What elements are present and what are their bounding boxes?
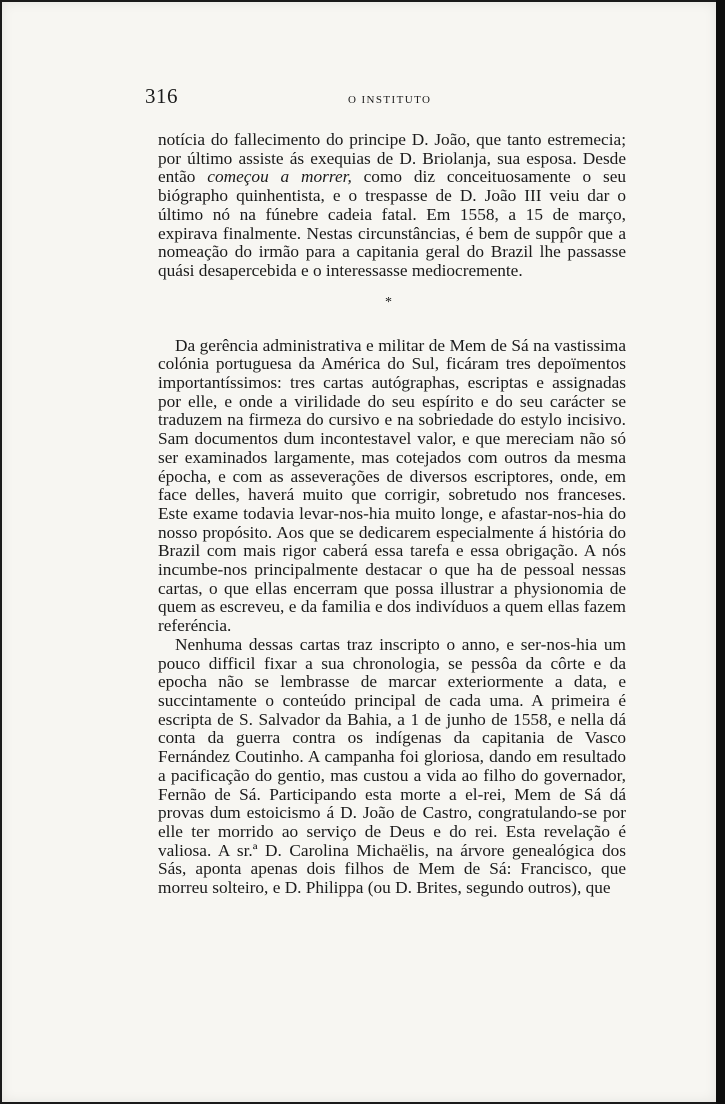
running-head: O INSTITUTO [348, 94, 432, 106]
page-header [2, 82, 716, 114]
paragraph-text: notícia do fallecimento do principe D. João, que tanto estremecia; por último assiste ás exequias de D. Briolanja, sua esposa. Desde então [158, 130, 626, 187]
italic-quote: começou a morrer, [207, 167, 352, 187]
page-number: 316 [145, 84, 178, 108]
paragraph: Nenhuma dessas cartas traz inscripto o anno, e ser-nos-hia um pouco difficil fixar a sua chronologia, se pessôa da côrte e da epocha não se lembrasse de marcar exteriormente a data, e succintamente o conteúdo principal de cada uma. A primeira é escripta de S. Salvador da Bahia, a 1 de junho de 1558, e nella dá conta da guerra contra os indígenas da capitania de Vasco Fernández Coutinho. A campanha foi gloriosa, dando em resultado a pacificação do gentio, mas custou a vida ao filho do governador, Fernão de Sá. Participando esta morte a el-rei, Mem de Sá dá provas dum estoicismo á D. João de Castro, congratulando-se por elle ter morrido ao serviço de Deus e do rei. Esta revelação é valiosa. A sr.ª D. Carolina Michaëlis, na árvore genealógica dos Sás, aponta apenas dois filhos de Mem de Sá: Francisco, que morreu solteiro, e D. Philippa (ou D. Brites, segundo outros), que [158, 634, 626, 898]
paragraph: Da gerência administrativa e militar de Mem de Sá na vastissima colónia portuguesa da América do Sul, ficáram tres depoïmentos importantíssimos: tres cartas autógraphas, escriptas e assignadas por elle, e onde a virilidade do seu espírito e do seu carácter se traduzem na firmeza do cursivo e na sobriedade do estylo incisivo. Sam documentos dum incontestavel valor, e que mereciam não só ser examinados largamente, mas cotejados com outros da mesma épocha, e com as asseverações de diversos escriptores, onde, em face delles, haverá muito que corrigir, sobretudo nos franceses. Este exame todavia levar-nos-hia muito longe, e afastar-nos-hia do nosso propósito. Aos que se dedicarem especialmente á história do Brazil com mais rigor caberá essa tarefa e essa obrigação. A nós incumbe-nos principalmente destacar o que ha de pessoal nessas cartas, o que ellas encerram que possa illustrar a physionomia de quem as escreveu, e da familia e dos indivíduos a quem ellas fazem referéncia. [158, 335, 626, 636]
section-break [158, 281, 626, 337]
section-separator: * [385, 294, 392, 310]
body-text [158, 131, 626, 898]
paragraph-continued [158, 131, 626, 281]
paragraph-text-rest: como diz conceituosamente o seu biógrapho quinhentista, e o trespasse de D. João III veiu dar o último nó na fúnebre cadeia fatal. Em 1558, a 15 de março, expirava finalmente. Nestas circunstâncias, é bem de suppôr que a nomeação do irmão para a capitania geral do Brazil lhe passasse quási desapercebida e o interessasse mediocremente. [158, 167, 627, 280]
page-edge [716, 0, 725, 1104]
book-page [2, 2, 716, 1102]
